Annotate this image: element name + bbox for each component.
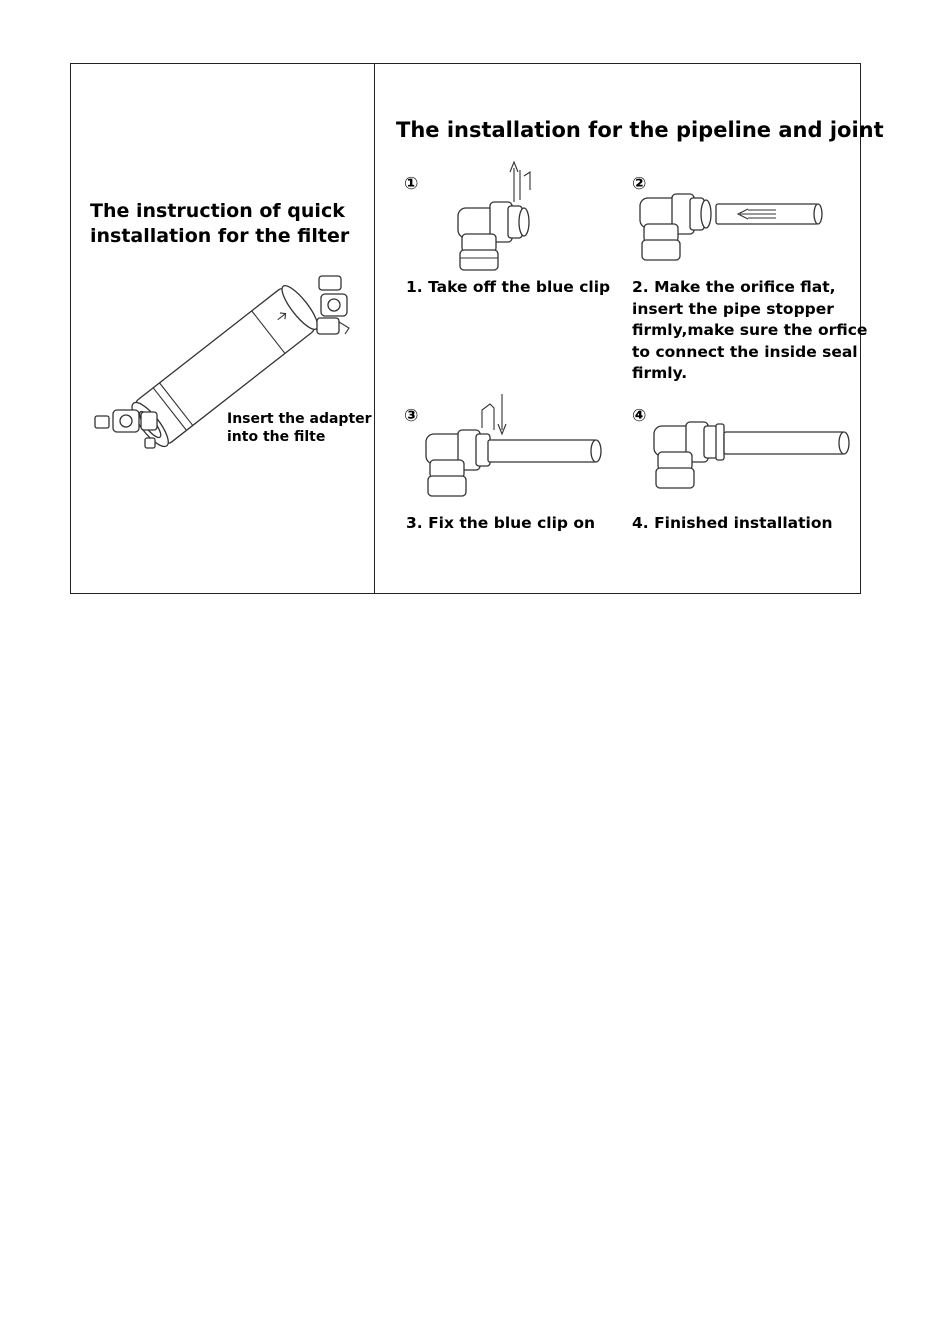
step-4-caption: 4. Finished installation xyxy=(632,514,833,532)
step-1-illustration xyxy=(440,158,550,278)
step-3-number: ③ xyxy=(404,406,419,426)
right-panel-title: The installation for the pipeline and joint xyxy=(396,118,884,142)
step-4-illustration xyxy=(650,390,860,500)
step-1-number: ① xyxy=(404,174,419,194)
step-1-caption: 1. Take off the blue clip xyxy=(406,278,611,296)
step-3-illustration xyxy=(422,390,622,500)
step-3-caption: 3. Fix the blue clip on xyxy=(406,514,596,532)
step-4-number: ④ xyxy=(632,406,647,426)
step-2-caption: 2. Make the orifice flat, insert the pipe stopper firmly,make sure the orfice to connect the inside seal firmly. xyxy=(632,278,868,382)
left-panel-title: The instruction of quick installation for the filter xyxy=(90,200,350,247)
step-2-number: ② xyxy=(632,174,647,194)
adapter-note: Insert the adapter into the filte xyxy=(227,411,372,445)
panel-divider xyxy=(374,63,375,594)
step-2-illustration xyxy=(636,188,836,278)
